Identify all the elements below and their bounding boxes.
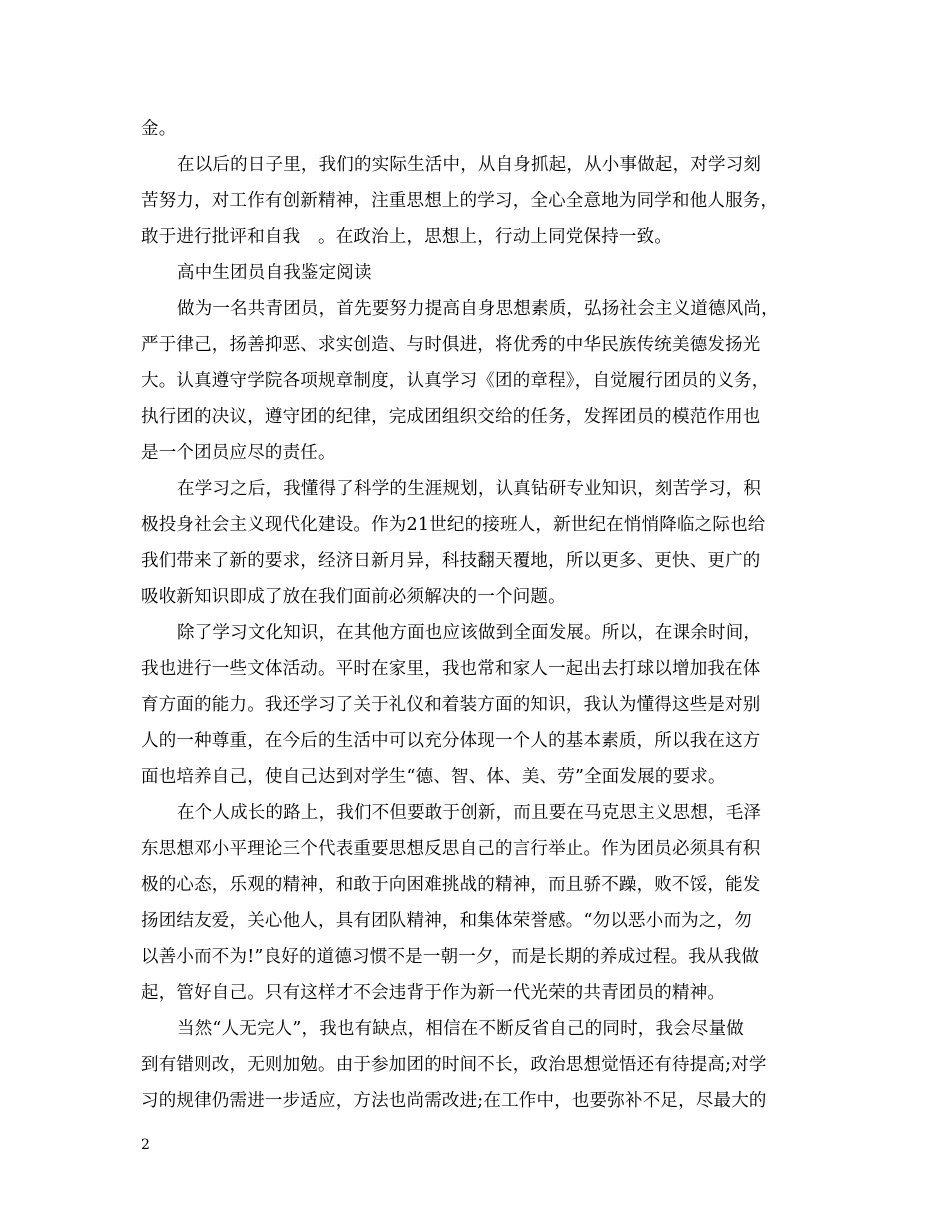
text-line: 是一个团员应尽的责任。 (141, 443, 336, 463)
text-line: 极的心态，乐观的精神，和敢于向困难挑战的精神，而且骄不躁，败不馁，能发 (141, 875, 761, 895)
text-line: 扬团结友爱，关心他人，具有团队精神，和集体荣誉感。“勿以恶小而为之，勿 (141, 911, 752, 931)
text-line: 苦努力，对工作有创新精神，注重思想上的学习，全心全意地为同学和他人服务， (141, 191, 779, 211)
paragraph-start-line: 在个人成长的路上，我们不但要敢于创新，而且要在马克思主义思想，毛泽 (177, 803, 762, 823)
text-line: 吸收新知识即成了放在我们面前必须解决的一个问题。 (141, 587, 566, 607)
text-line: 执行团的决议，遵守团的纪律，完成团组织交给的任务，发挥团员的模范作用也 (141, 407, 761, 427)
text-line: 严于律己，扬善抑恶、求实创造、与时俱进，将优秀的中华民族传统美德发扬光 (141, 335, 761, 355)
text-line: 我们带来了新的要求，经济日新月异，科技翻天覆地，所以更多、更快、更广的 (141, 551, 761, 571)
text-line: 敢于进行批评和自我 。在政治上，思想上，行动上同党保持一致。 (141, 227, 672, 247)
paragraph-start-line: 在学习之后，我懂得了科学的生涯规划，认真钻研专业知识，刻苦学习，积 (177, 479, 762, 499)
page-number: 2 (141, 1137, 150, 1153)
text-line: 极投身社会主义现代化建设。作为21世纪的接班人，新世纪在悄悄降临之际也给 (141, 515, 766, 535)
text-line: 以善小而不为!”良好的道德习惯不是一朝一夕，而是长期的养成过程。我从我做 (141, 947, 760, 967)
paragraph-start-line: 做为一名共青团员，首先要努力提高自身思想素质，弘扬社会主义道德风尚， (177, 299, 779, 319)
text-line: 习的规律仍需进一步适应，方法也尚需改进;在工作中，也要弥补不足，尽最大的 (141, 1091, 767, 1111)
text-line: 我也进行一些文体活动。平时在家里，我也常和家人一起出去打球以增加我在体 (141, 659, 761, 679)
text-line: 育方面的能力。我还学习了关于礼仪和着装方面的知识，我认为懂得这些是对别 (141, 695, 761, 715)
text-line: 面也培养自己，使自己达到对学生“德、智、体、美、劳”全面发展的要求。 (141, 767, 726, 787)
paragraph-start-line: 当然“人无完人”，我也有缺点，相信在不断反省自己的同时，我会尽量做 (177, 1019, 744, 1039)
text-line: 到有错则改，无则加勉。由于参加团的时间不长，政治思想觉悟还有待提高;对学 (141, 1055, 767, 1075)
text-line: 金。 (141, 119, 177, 139)
text-line: 人的一种尊重，在今后的生活中可以充分体现一个人的基本素质，所以我在这方 (141, 731, 761, 751)
section-title: 高中生团员自我鉴定阅读 (177, 263, 372, 283)
text-line: 大。认真遵守学院各项规章制度，认真学习《团的章程》，自觉履行团员的义务， (141, 371, 770, 391)
text-line: 起，管好自己。只有这样才不会违背于作为新一代光荣的共青团员的精神。 (141, 983, 726, 1003)
paragraph-start-line: 除了学习文化知识，在其他方面也应该做到全面发展。所以，在课余时间， (177, 623, 762, 643)
text-line: 东思想邓小平理论三个代表重要思想反思自己的言行举止。作为团员必须具有积 (141, 839, 761, 859)
paragraph-start-line: 在以后的日子里，我们的实际生活中，从自身抓起，从小事做起，对学习刻 (177, 155, 762, 175)
